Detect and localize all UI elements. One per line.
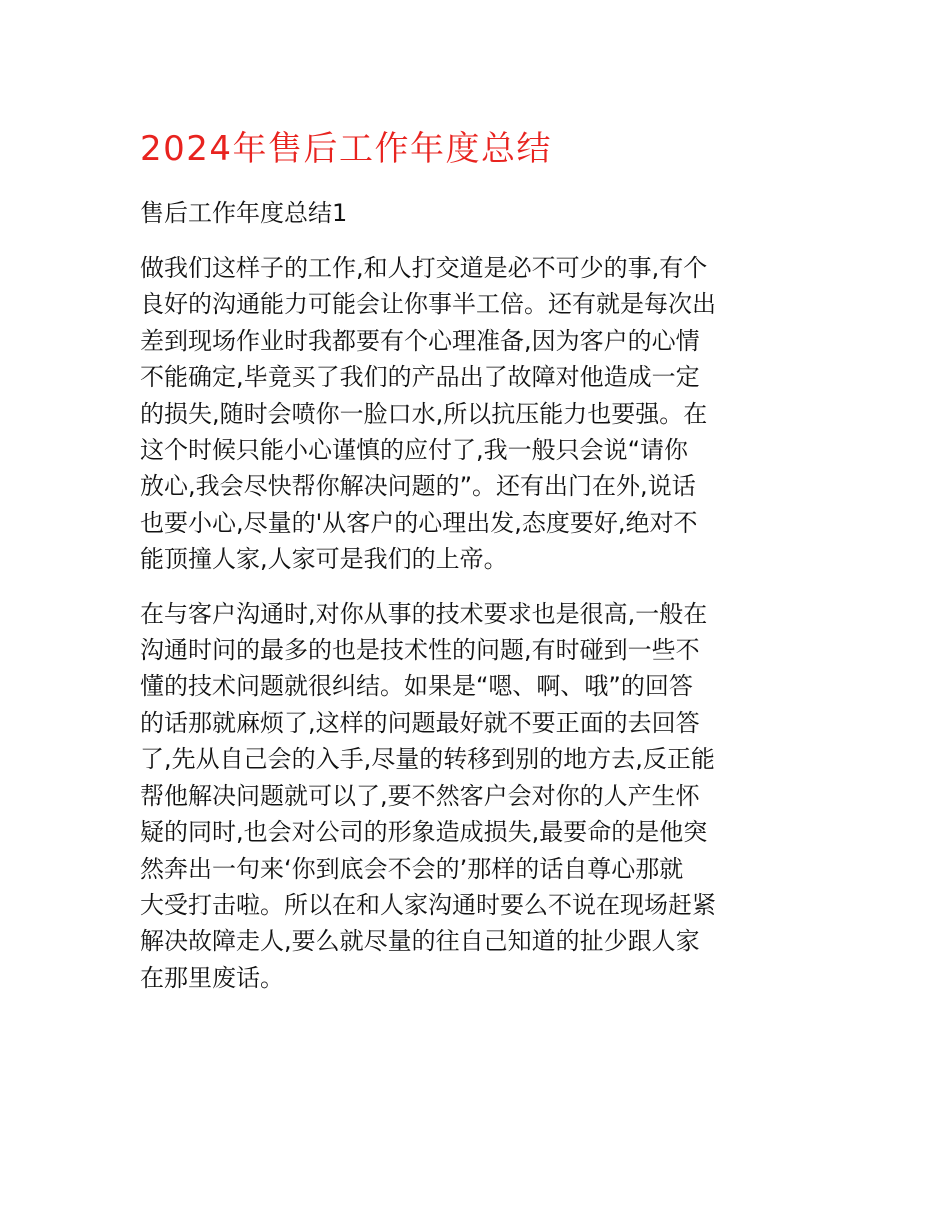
document-page — [140, 126, 812, 1014]
paragraph-line: 差到现场作业时我都要有个心理准备,因为客户的心情 — [140, 326, 700, 355]
paragraph-line: 的损失,随时会喷你一脸口水,所以抗压能力也要强。在 — [140, 399, 708, 428]
paragraph-line: 沟通时问的最多的也是技术性的问题,有时碰到一些不 — [140, 636, 700, 665]
paragraph-line: 帮他解决问题就可以了,要不然客户会对你的人产生怀 — [140, 781, 700, 810]
paragraph-line: 的话那就麻烦了,这样的问题最好就不要正面的去回答 — [140, 708, 700, 737]
paragraph-line: 不能确定,毕竟买了我们的产品出了故障对他造成一定 — [140, 363, 700, 392]
paragraph-line: 了,先从自己会的入手,尽量的转移到别的地方去,反正能 — [140, 745, 715, 774]
paragraph-line: 这个时候只能小心谨慎的应付了,我一般只会说“请你 — [140, 436, 689, 465]
paragraph-line: 懂的技术问题就很纠结。如果是“嗯、啊、哦”的回答 — [140, 672, 693, 701]
paragraph-line: 解决故障走人,要么就尽量的往自己知道的扯少跟人家 — [140, 927, 700, 956]
paragraph-line: 放心,我会尽快帮你解决问题的”。还有出门在外,说话 — [140, 472, 696, 501]
paragraph-line: 也要小心,尽量的'从客户的心理出发,态度要好,绝对不 — [140, 508, 698, 537]
paragraph-line: 在那里废话。 — [140, 963, 284, 992]
paragraph-line: 能顶撞人家,人家可是我们的上帝。 — [140, 545, 508, 574]
paragraph-1 — [140, 250, 812, 578]
document-title: 2024年售后工作年度总结 — [140, 129, 553, 169]
paragraph-2 — [140, 596, 812, 996]
paragraph-line: 在与客户沟通时,对你从事的技术要求也是很高,一般在 — [140, 599, 708, 628]
paragraph-line: 大受打击啦。所以在和人家沟通时要么不说在现场赶紧 — [140, 890, 716, 919]
paragraph-line: 然奔出一句来‘你到底会不会的’那样的话自尊心那就 — [140, 854, 684, 883]
paragraph-line: 疑的同时,也会对公司的形象造成损失,最要命的是他突 — [140, 818, 708, 847]
paragraph-line: 做我们这样子的工作,和人打交道是必不可少的事,有个 — [140, 254, 708, 282]
paragraph-line: 良好的沟通能力可能会让你事半工倍。还有就是每次出 — [140, 290, 716, 319]
section-subtitle: 售后工作年度总结1 — [140, 199, 348, 227]
